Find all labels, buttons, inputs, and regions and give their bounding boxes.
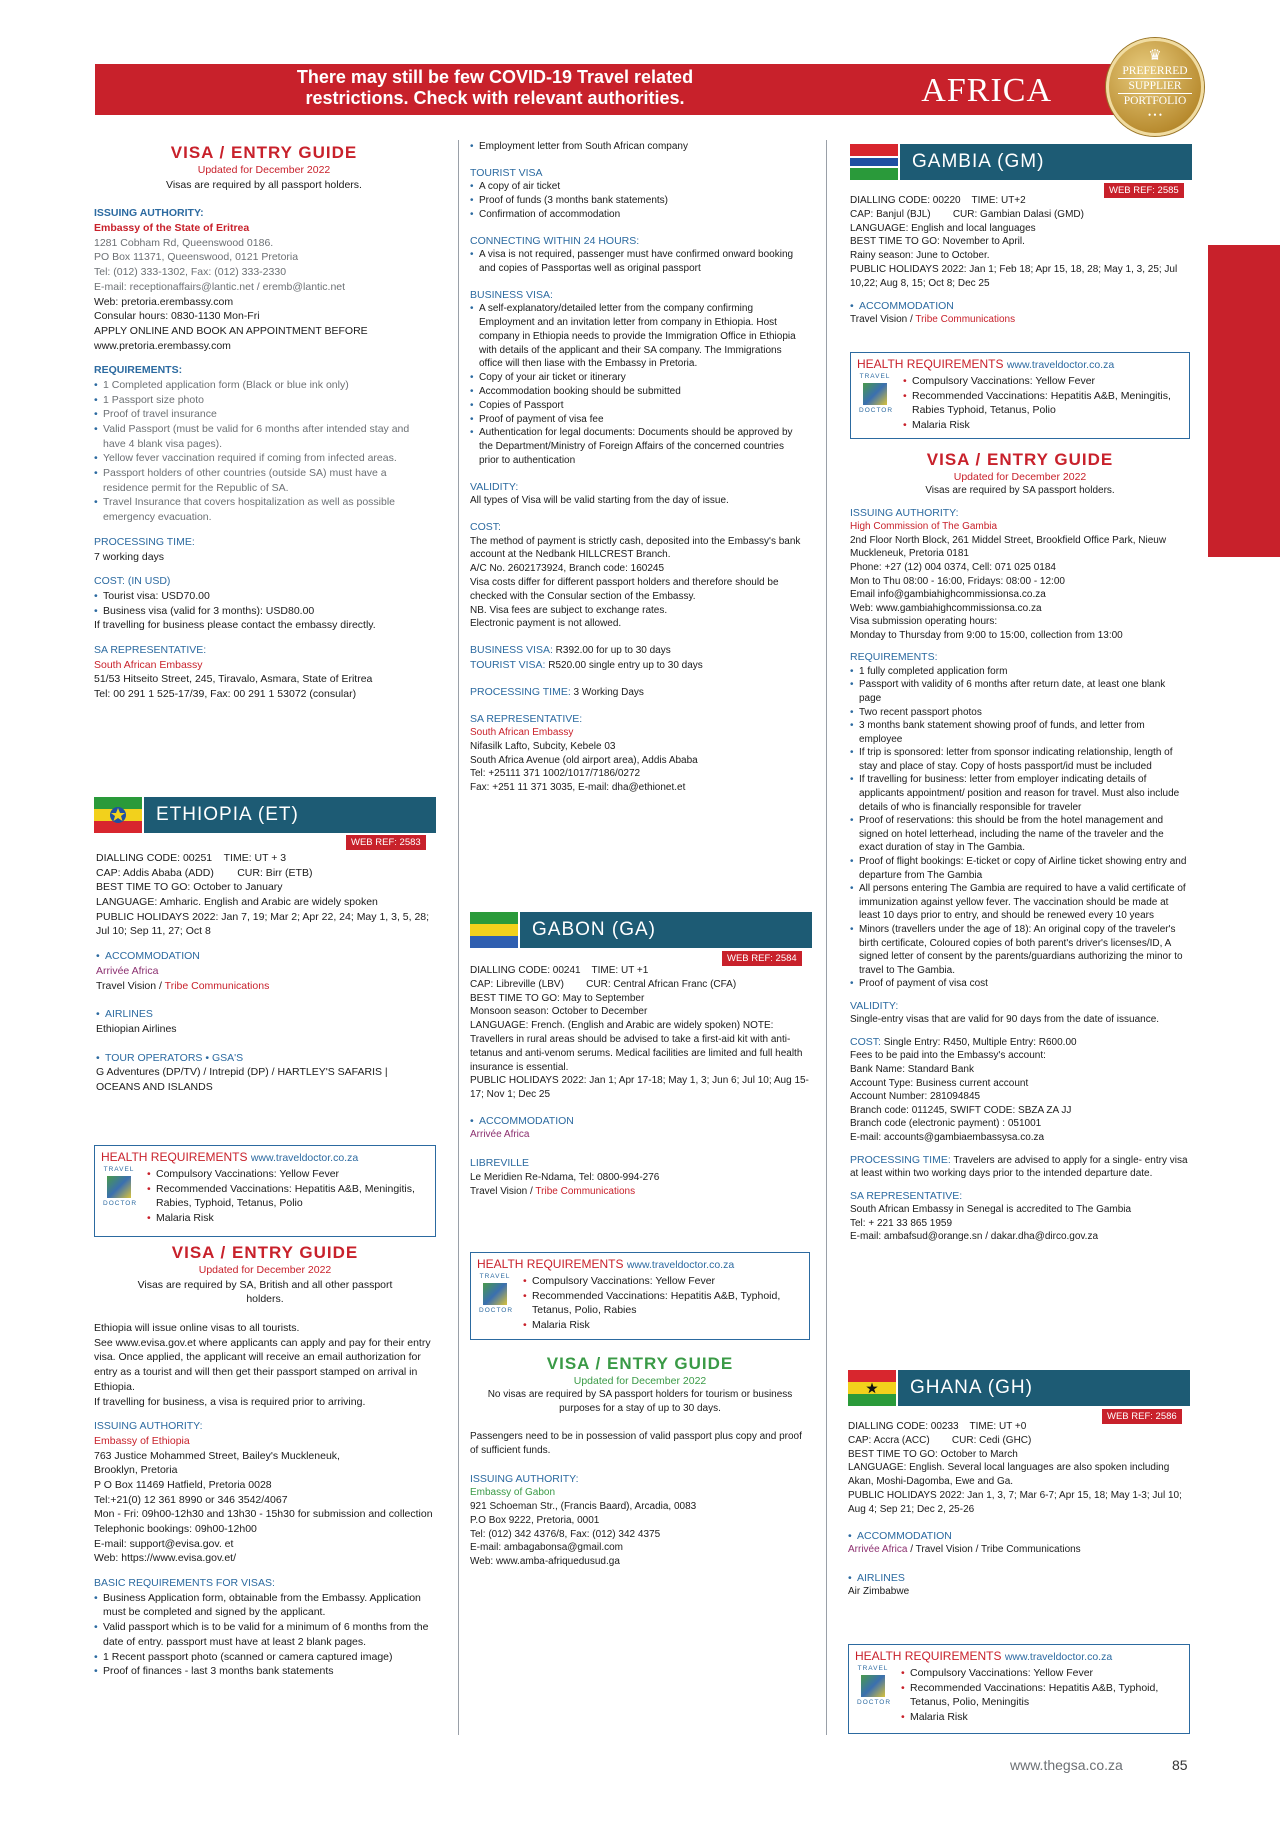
gambia-header: GAMBIA (GM): [900, 144, 1192, 180]
gabon-web-ref: WEB REF: 2584: [722, 951, 802, 966]
column-divider: [458, 140, 459, 1735]
accommodation-link[interactable]: Arrivée Africa: [848, 1544, 908, 1556]
travel-doctor-logo: TRAVEL DOCTOR: [859, 373, 894, 414]
accommodation-link[interactable]: Tribe Communications: [915, 314, 1016, 326]
column-divider: [826, 140, 827, 1735]
region-title: AFRICA: [921, 72, 1052, 109]
gabon-flag: [470, 912, 518, 948]
side-tab-africa: AFRICA: [1208, 245, 1280, 557]
visa-guide-title: VISA / ENTRY GUIDE: [170, 143, 358, 162]
ghana-health-box: HEALTH REQUIREMENTS www.traveldoctor.co.za TRAVEL DOCTOR • Compulsory Vaccinations: Yellow Fever • Recommended Vaccinations: Hepatitis A&B, Typhoid, Tetanus, Polio, Meningitis • Malaria Risk: [848, 1644, 1190, 1734]
traveldoctor-link[interactable]: www.traveldoctor.co.za: [1006, 359, 1115, 371]
gabon-visa-guide: VISA / ENTRY GUIDE Updated for December 2022 No visas are required by SA passport holders for tourism or business purposes for a stay of up to 30 days. Passengers need to be in possession of valid passport plus copy and proof of sufficient funds. ISSUING AUTHORITY: Embassy of Gabon 921 Schoeman Str., (Francis Baard), Arcadia, 0083 P.O Box 9222, Pretoria, 0001 Tel: (012) 342 4376/8, Fax: (012) 342 4375 E-mail: ambagabonsa@gmail.com Web: www.amba-afriquedusud.ga: [470, 1354, 810, 1569]
covid-banner: [95, 64, 1180, 115]
traveldoctor-link[interactable]: www.traveldoctor.co.za: [250, 1152, 359, 1164]
eritrea-visa-guide: VISA / ENTRY GUIDE Updated for December 2022 Visas are required by all passport holders. ISSUING AUTHORITY: Embassy of the State of Eritrea 1281 Cobham Rd, Queenswood 0186. PO Box 11371, Queenswood, 0121 Pretoria Tel: (012) 333-1302, Fax: (012) 333-2330 E-mail: receptionaffairs@lantic.net / eremb@lantic.net Web: pretoria.erembassy.com Consular hours: 0830-1130 Mon-Fri APPLY ONLINE AND BOOK AN APPOINTMENT BEFORE www.pretoria.erembassy.com REQUIREMENTS: • 1 Completed application form (Black or blue ink only) • 1 Passport size photo • Proof of travel insurance • Valid Passport (must be valid for 6 months after intended stay and have 4 blank visa pages). • Yellow fever vaccination required if coming from infected areas. • Passport holders of other countries (outside SA) must have a residence permit for the Republic of SA. • Travel Insurance that covers hospitalization as well as possible emergency evacuation. PROCESSING TIME: 7 working days COST: (IN USD) • Tourist visa: USD70.00 • Business visa (valid for 3 months): USD80.00 If travelling for business please contact the embassy directly. SA REPRESENTATIVE: South African Embassy 51/53 Hitseito Street, 245, Tiravalo, Asmara, State of Eritrea Tel: 00 291 1 525-17/39, Fax: 00 291 1 53072 (consular): [94, 143, 434, 702]
visa-guide-title: VISA / ENTRY GUIDE: [926, 450, 1114, 469]
footer-website[interactable]: www.thegsa.co.za: [1010, 1757, 1123, 1773]
gabon-header: GABON (GA): [520, 912, 812, 948]
traveldoctor-link[interactable]: www.traveldoctor.co.za: [1004, 1651, 1113, 1663]
covid-notice: There may still be few COVID-19 Travel related restrictions. Check with relevant authorities.: [296, 67, 694, 108]
preferred-supplier-seal: ♛ PREFERRED SUPPLIER PORTFOLIO • • •: [1106, 38, 1204, 136]
ethiopia-web-ref: WEB REF: 2583: [346, 835, 426, 850]
travel-doctor-logo: TRAVEL DOCTOR: [479, 1273, 514, 1314]
gambia-section: DIALLING CODE: 00220 TIME: UT+2 CAP: Banjul (BJL) CUR: Gambian Dalasi (GMD) LANGUAGE: English and local languages BEST TIME TO GO: November to April. Rainy season: June to October. PUBLIC HOLIDAYS 2022: Jan 1; Feb 18; Apr 15, 18, 28; May 1, 3, 25; Jul 10,22; Aug 8, 15; Oct 8; Dec 25 • ACCOMMODATION Travel Vision / Tribe Communications: [850, 194, 1190, 327]
ethiopia-visa-guide: VISA / ENTRY GUIDE Updated for December 2022 Visas are required by SA, British and all other passport holders. Ethiopia will issue online visas to all tourists. See www.evisa.gov.et where applicants can apply and pay for their entry visa. Once applied, the applicant will receive an email authorization for entry as a tourist and will then get their passport stamped on arrival in Ethiopia. If travelling for business, a visa is required prior to arriving. ISSUING AUTHORITY: Embassy of Ethiopia 763 Justice Mohammed Street, Bailey's Muckleneuk, Brooklyn, Pretoria P O Box 11469 Hatfield, Pretoria 0028 Tel:+21(0) 12 361 8990 or 346 3542/4067 Mon - Fri: 09h00-12h30 and 13h30 - 15h30 for submission and collection Telephonic bookings: 09h00-12h00 E-mail: support@evisa.gov. et Web: https://www.evisa.gov.et/ BASIC REQUIREMENTS FOR VISAS: • Business Application form, obtainable from the Embassy. Application must be completed and signed by the applicant. • Valid passport which is to be valid for a minimum of 6 months from the date of entry. passport must have at least 2 blank pages. • 1 Recent passport photo (scanned or camera captured image) • Proof of finances - last 3 months bank statements: [94, 1243, 436, 1679]
ethiopia-header: ETHIOPIA (ET): [144, 797, 436, 833]
accommodation-link[interactable]: Arrivée Africa: [96, 964, 159, 977]
gabon-section: DIALLING CODE: 00241 TIME: UT +1 CAP: Libreville (LBV) CUR: Central African Franc (CFA) BEST TIME TO GO: May to September Monsoon season: October to December LANGUAGE: French. (English and Arabic are widely spoken) NOTE: Travellers in rural areas should be advised to take a first-aid kit with anti-tetanus and anti-venom serums. Medical facilities are limited and full health insurance is essential. PUBLIC HOLIDAYS 2022: Jan 1; Apr 17-18; May 1, 3; Jun 6; Jul 10; Aug 15-17; Nov 1; Dec 25 • ACCOMMODATION Arrivée Africa LIBREVILLE Le Meridien Re-Ndama, Tel: 0800-994-276 Travel Vision / Tribe Communications: [470, 964, 810, 1198]
gambia-visa-guide: VISA / ENTRY GUIDE Updated for December 2022 Visas are required by SA passport holders. ISSUING AUTHORITY: High Commission of The Gambia 2nd Floor North Block, 261 Middel Street, Brookfield Office Park, Nieuw Muckleneuk, Pretoria 0181 Phone: +27 (12) 004 0374, Cell: 071 025 0184 Mon to Thu 08:00 - 16:00, Fridays: 08:00 - 12:00 Email info@gambiahighcommissionsa.co.za Web: www.gambiahighcommissionsa.co.za Visa submission operating hours: Monday to Thursday from 9:00 to 15:00, collection from 13:00 REQUIREMENTS: • 1 fully completed application form • Passport with validity of 6 months after return date, at least one blank page • Two recent passport photos • 3 months bank statement showing proof of funds, and letter from employee • If trip is sponsored: letter from sponsor indicating relationship, length of stay and place of stay. Copy of hosts passport/id must be included • If travelling for business: letter from employer indicating details of applicants appointment/ position and reason for travel. Must also include details of who is financially responsible for traveler • Proof of reservations: this should be from the hotel management and signed on hotel letterhead, including the name of the traveler and the exact duration of stay in The Gambia. • Proof of flight bookings: E-ticket or copy of Airline ticket showing entry and departure from The Gambia • All persons entering The Gambia are required to have a valid certificate of immunization against yellow fever. The vaccination should be made at least 10 days prior to entry, and should be renewed every 10 years • Minors (travellers under the age of 18): An original copy of the traveler's birth certificate, Coloured copies of both parent's driver's licenses/ID, A signed letter of consent by the parents/guardians authorizing the minor to travel to The Gambia. • Proof of payment of visa cost VALIDITY: Single-entry visas that are valid for 90 days from the date of issuance. COST: Single Entry: R450, Multiple Entry: R600.00 Fees to be paid into the Embassy's account: Bank Name: Standard Bank Account Type: Business current account Account Number: 281094845 Branch code: 011245, SWIFT CODE: SBZA ZA JJ Branch code (electronic payment) : 051001 E-mail: accounts@gambiaembassysa.co.za PROCESSING TIME: Travelers are advised to apply for a single- entry visa at least within two working days prior to the intended departure date. SA REPRESENTATIVE: South African Embassy in Senegal is accredited to The Gambia Tel: + 221 33 865 1959 E-mail: ambafsud@orange.sn / dakar.dha@dirco.gov.za: [850, 450, 1190, 1244]
ethiopia-continued: • Employment letter from South African company TOURIST VISA • A copy of air ticket • Proof of funds (3 months bank statements) • Confirmation of accommodation CONNECTING WITHIN 24 HOURS: • A visa is not required, passenger must have confirmed onward booking and copies of Passportas well as original passport BUSINESS VISA: • A self-explanatory/detailed letter from the company confirming Employment and an invitation letter from company in Ethiopia. Host company in Ethiopia needs to provide the Immigration Office in Ethiopia with details of the applicant and their SA company. The Immigrations office will then liase with the Embassy in Pretoria. • Copy of your air ticket or itinerary • Accommodation booking should be submitted • Copies of Passport • Proof of payment of visa fee • Authentication for legal documents: Documents should be approved by the Department/Ministry of Foreign Affairs of the concerned countries prior to authentication VALIDITY: All types of Visa will be valid starting from the day of issue. COST: The method of payment is strictly cash, deposited into the Embassy's bank account at the Nedbank HILLCREST Branch. A/C No. 2602173924, Branch code: 160245 Visa costs differ for different passport holders and therefore should be checked with the Consular section of the Embassy. NB. Visa fees are subject to exchange rates. Electronic payment is not allowed. BUSINESS VISA: R392.00 for up to 30 days TOURIST VISA: R520.00 single entry up to 30 days PROCESSING TIME: 3 Working Days SA REPRESENTATIVE: South African Embassy Nifasilk Lafto, Subcity, Kebele 03 South Africa Avenue (old airport area), Addis Ababa Tel: +25111 371 1002/1017/7186/0272 Fax: +251 11 371 3035, E-mail: dha@ethionet.et: [470, 140, 806, 795]
visa-guide-title: VISA / ENTRY GUIDE: [546, 1354, 734, 1373]
ghana-flag: [848, 1370, 896, 1406]
accommodation-link[interactable]: Arrivée Africa: [470, 1129, 530, 1141]
requirements-list: • 1 Completed application form (Black or blue ink only) • 1 Passport size photo • Proof of travel insurance • Valid Passport (must be valid for 6 months after intended stay and have 4 blank visa pages). • Yellow fever vaccination required if coming from infected areas. • Passport holders of other countries (outside SA) must have a residence permit for the Republic of SA. • Travel Insurance that covers hospitalization as well as possible emergency evacuation.: [94, 378, 434, 525]
travel-doctor-logo: TRAVEL DOCTOR: [103, 1166, 138, 1207]
travel-doctor-logo: TRAVEL DOCTOR: [857, 1665, 892, 1706]
gabon-health-box: HEALTH REQUIREMENTS www.traveldoctor.co.za TRAVEL DOCTOR • Compulsory Vaccinations: Yellow Fever • Recommended Vaccinations: Hepatitis A&B, Typhoid, Tetanus, Polio, Rabies • Malaria Risk: [470, 1252, 810, 1340]
ethiopia-health-box: HEALTH REQUIREMENTS www.traveldoctor.co.za TRAVEL DOCTOR • Compulsory Vaccinations: Yellow Fever • Recommended Vaccinations: Hepatitis A&B, Meningitis, Rabies, Typhoid, Tetanus, Polio • Malaria Risk: [94, 1145, 436, 1237]
gambia-web-ref: WEB REF: 2585: [1104, 183, 1184, 198]
traveldoctor-link[interactable]: www.traveldoctor.co.za: [626, 1259, 735, 1271]
accommodation-link[interactable]: Tribe Communications: [164, 979, 270, 992]
gambia-flag: [850, 144, 898, 180]
ghana-header: GHANA (GH): [898, 1370, 1190, 1406]
accommodation-link[interactable]: Tribe Communications: [535, 1185, 636, 1197]
ethiopia-flag: [94, 797, 142, 833]
ethiopia-section: DIALLING CODE: 00251 TIME: UT + 3 CAP: Addis Ababa (ADD) CUR: Birr (ETB) BEST TIME TO GO: October to January LANGUAGE: Amharic. English and Arabic are widely spoken PUBLIC HOLIDAYS 2022: Jan 7, 19; Mar 2; Apr 22, 24; May 1, 3, 5, 28; Jul 10; Sep 11, 27; Oct 8 • ACCOMMODATION Arrivée Africa Travel Vision / Tribe Communications • AIRLINES Ethiopian Airlines • TOUR OPERATORS • GSA'S G Adventures (DP/TV) / Intrepid (DP) / HARTLEY'S SAFARIS | OCEANS AND ISLANDS: [96, 851, 434, 1095]
page-number: 85: [1172, 1757, 1188, 1773]
crown-icon: ♛: [1148, 48, 1162, 64]
ghana-web-ref: WEB REF: 2586: [1102, 1409, 1182, 1424]
ghana-section: DIALLING CODE: 00233 TIME: UT +0 CAP: Accra (ACC) CUR: Cedi (GHC) BEST TIME TO GO: October to March LANGUAGE: English. Several local languages are also spoken including Akan, Moshi-Dagomba, Ewe and Ga. PUBLIC HOLIDAYS 2022: Jan 1, 3, 7; Mar 6-7; Apr 15, 18; May 1-3; Jul 10; Aug 4; Sep 21; Dec 2, 25-26 • ACCOMMODATION Arrivée Africa / Travel Vision / Tribe Communications • AIRLINES Air Zimbabwe: [848, 1420, 1190, 1599]
visa-guide-title: VISA / ENTRY GUIDE: [171, 1243, 359, 1262]
gambia-health-box: HEALTH REQUIREMENTS www.traveldoctor.co.za TRAVEL DOCTOR • Compulsory Vaccinations: Yellow Fever • Recommended Vaccinations: Hepatitis A&B, Meningitis, Rabies Typhoid, Tetanus, Polio • Malaria Risk: [850, 352, 1190, 439]
